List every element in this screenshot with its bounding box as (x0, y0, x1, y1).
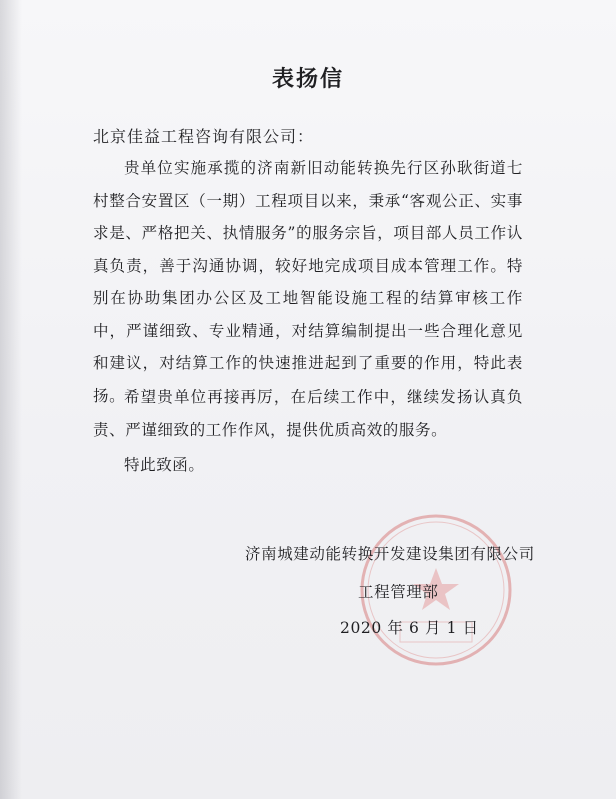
letter-title: 表扬信 (271, 66, 344, 92)
page-edge-shadow (0, 0, 22, 799)
salutation: 北京佳益工程咨询有限公司： (93, 127, 315, 146)
body-paragraph-1: 贵单位实施承揽的济南新旧动能转换先行区孙耿街道七村整合安置区（一期）工程项目以来，秉承“客观公正、实事求是、严格把关、执情服务”的服务宗旨，项目部人员工作认真负责，善于沟通协调，较好地完成项目成本管理工作。特别在协助集团办公区及工地智能设施工程的结算审核工作中，严谨细致、专业精通，对结算编制提出一些合理化意见和建议，对结算工作的快速推进起到了重要的作用，特此表扬。 (93, 159, 523, 405)
signature-date: 2020 年 6 月 1 日 (340, 619, 479, 637)
closing-line: 特此致函。 (124, 456, 205, 474)
signature-company: 济南城建动能转换开发建设集团有限公司 (245, 545, 535, 563)
body-paragraph-2: 希望贵单位再接再厉，在后续工作中，继续发扬认真负责、严谨细致的工作作风，提供优质高效的服务。 (93, 388, 523, 439)
signature-department: 工程管理部 (358, 583, 439, 601)
